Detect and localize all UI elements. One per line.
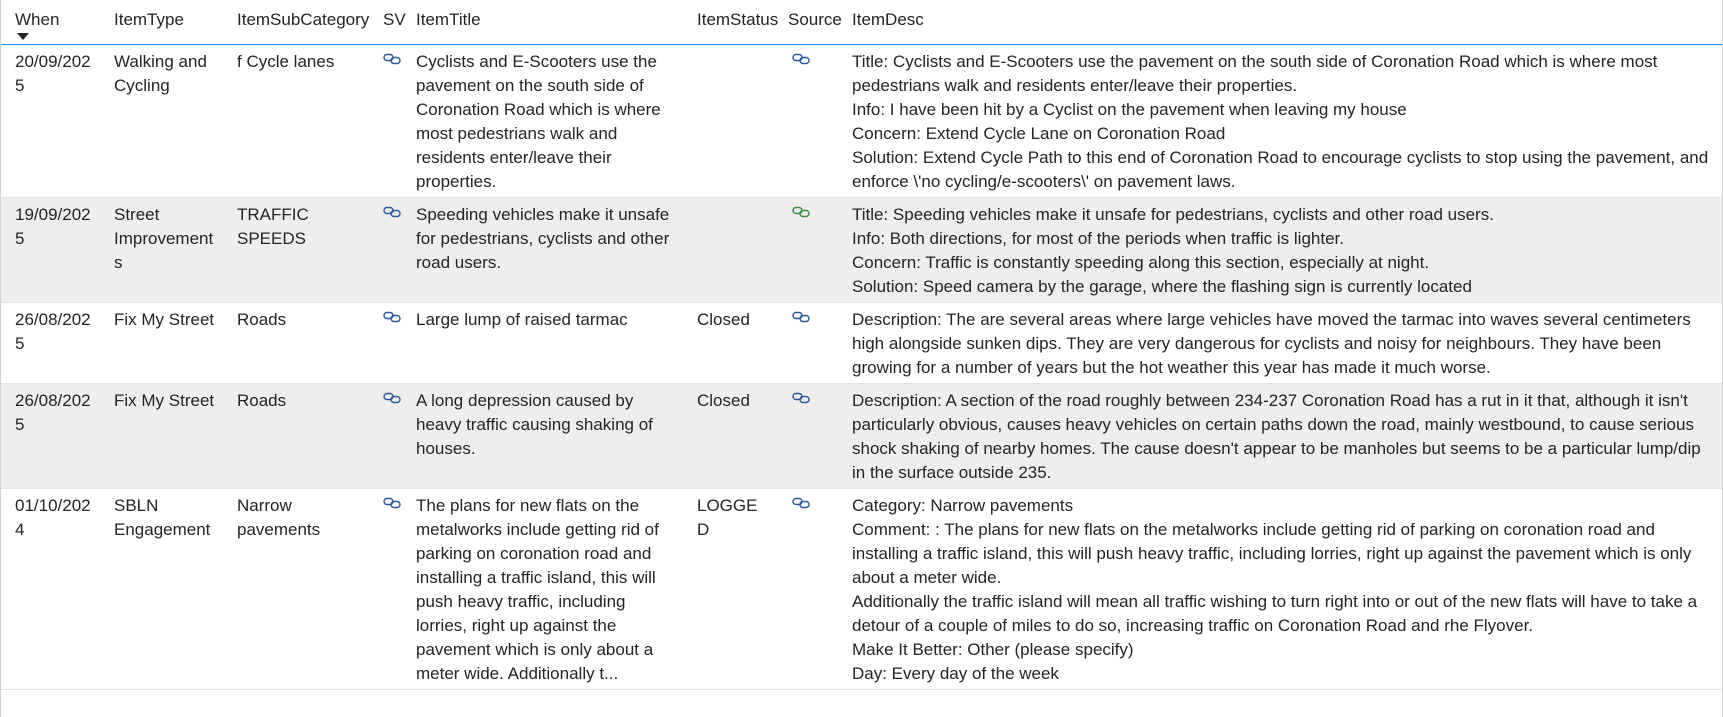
cell-source xyxy=(774,44,838,197)
cell-when: 01/10/2024 xyxy=(1,488,100,689)
cell-sv xyxy=(369,488,402,689)
column-header-when[interactable]: When xyxy=(1,0,100,44)
cell-itemdesc xyxy=(838,302,1723,383)
cell-when: 26/08/2025 xyxy=(1,383,100,488)
table-row[interactable] xyxy=(1,302,1723,383)
desc-line: Category: Narrow pavements xyxy=(852,495,1074,515)
desc-line: Concern: Extend Cycle Lane on Coronation Road xyxy=(852,123,1226,143)
cell-sv xyxy=(369,197,402,302)
cell-itemstatus xyxy=(683,44,774,197)
sv-link-icon[interactable] xyxy=(383,206,403,220)
source-link-icon[interactable] xyxy=(792,311,812,325)
cell-itemtype: Fix My Street xyxy=(100,383,223,488)
column-header-itemsubcategory[interactable]: ItemSubCategory xyxy=(223,0,369,44)
desc-line: Title: Speeding vehicles make it unsafe for pedestrians, cyclists and other road users. xyxy=(852,204,1494,224)
cell-itemsubcategory: Roads xyxy=(223,302,369,383)
cell-source xyxy=(774,383,838,488)
cell-when: 20/09/2025 xyxy=(1,44,100,197)
cell-itemdesc xyxy=(838,197,1723,302)
source-link-icon[interactable] xyxy=(792,206,812,220)
desc-line: Title: Cyclists and E-Scooters use the pavement on the south side of Coronation Road which is where most pedestrians walk and residents enter/leave their properties. xyxy=(852,51,1658,95)
sv-link-icon[interactable] xyxy=(383,53,403,67)
cell-sv xyxy=(369,383,402,488)
cell-source xyxy=(774,197,838,302)
cell-itemsubcategory: TRAFFIC SPEEDS xyxy=(223,197,369,302)
cell-itemtitle: Cyclists and E-Scooters use the pavement on the south side of Coronation Road which is where most pedestrians walk and residents enter/leave their properties. xyxy=(402,44,683,197)
desc-line: Info: I have been hit by a Cyclist on the pavement when leaving my house xyxy=(852,99,1407,119)
column-header-itemtitle[interactable]: ItemTitle xyxy=(402,0,683,44)
desc-line: Concern: Traffic is constantly speeding along this section, especially at night. xyxy=(852,252,1430,272)
sv-link-icon[interactable] xyxy=(383,392,403,406)
source-link-icon[interactable] xyxy=(792,497,812,511)
desc-line: Solution: Extend Cycle Path to this end of Coronation Road to encourage cyclists to stop using the pavement, and enforce \'no cycling/e-scooters\' on pavement laws. xyxy=(852,147,1709,191)
cell-itemstatus xyxy=(683,197,774,302)
cell-itemstatus: Closed xyxy=(683,302,774,383)
header-row xyxy=(1,0,1723,44)
sv-link-icon[interactable] xyxy=(383,497,403,511)
column-header-itemtype[interactable]: ItemType xyxy=(100,0,223,44)
desc-line: Description: The are several areas where large vehicles have moved the tarmac into waves several centimeters high alongside sunken dips. They are very dangerous for cyclists and noisy for neighbours. They have been growing for a number of years but the hot weather this year has made it much worse. xyxy=(852,309,1691,377)
cell-itemtitle: A long depression caused by heavy traffic causing shaking of houses. xyxy=(402,383,683,488)
sort-descending-icon[interactable] xyxy=(17,33,29,40)
items-table xyxy=(1,0,1723,690)
column-header-source[interactable]: Source xyxy=(774,0,838,44)
desc-line: Description: A section of the road roughly between 234-237 Coronation Road has a rut in it that, although it isn't particularly obvious, causes heavy vehicles on certain paths down the road, mainly westbound, to cause serious shock shaking of nearby homes. The cause doesn't appear to be manholes but seems to be a particular lump/dip in the surface outside 235. xyxy=(852,390,1701,482)
cell-itemtitle: Large lump of raised tarmac xyxy=(402,302,683,383)
desc-line: Make It Better: Other (please specify) xyxy=(852,639,1134,659)
desc-line: Info: Both directions, for most of the periods when traffic is lighter. xyxy=(852,228,1344,248)
table-row[interactable] xyxy=(1,383,1723,488)
cell-itemtype: SBLN Engagement xyxy=(100,488,223,689)
cell-itemsubcategory: Narrow pavements xyxy=(223,488,369,689)
desc-line: Solution: Speed camera by the garage, where the flashing sign is currently located xyxy=(852,276,1472,296)
cell-itemsubcategory: f Cycle lanes xyxy=(223,44,369,197)
desc-line: Comment: : The plans for new flats on the metalworks include getting rid of parking on coronation road and installing a traffic island, this will push heavy traffic, including lorries, right up against the pavement which is only about a meter wide. xyxy=(852,519,1692,587)
cell-itemtitle: The plans for new flats on the metalworks include getting rid of parking on coronation road and installing a traffic island, this will push heavy traffic, including lorries, right up against the pavement which is only about a meter wide. Additionally t... xyxy=(402,488,683,689)
table-body xyxy=(1,44,1723,689)
source-link-icon[interactable] xyxy=(792,53,812,67)
sv-link-icon[interactable] xyxy=(383,311,403,325)
cell-when: 19/09/2025 xyxy=(1,197,100,302)
source-link-icon[interactable] xyxy=(792,392,812,406)
column-header-itemdesc[interactable]: ItemDesc xyxy=(838,0,1723,44)
cell-sv xyxy=(369,44,402,197)
cell-source xyxy=(774,488,838,689)
cell-itemdesc xyxy=(838,488,1723,689)
cell-itemstatus: LOGGED xyxy=(683,488,774,689)
cell-itemdesc xyxy=(838,383,1723,488)
desc-line: Day: Every day of the week xyxy=(852,663,1059,683)
cell-itemtype: Fix My Street xyxy=(100,302,223,383)
cell-itemtitle: Speeding vehicles make it unsafe for pedestrians, cyclists and other road users. xyxy=(402,197,683,302)
column-header-itemstatus[interactable]: ItemStatus xyxy=(683,0,774,44)
table-row[interactable] xyxy=(1,488,1723,689)
cell-itemsubcategory: Roads xyxy=(223,383,369,488)
cell-when: 26/08/2025 xyxy=(1,302,100,383)
cell-itemtype: Street Improvements xyxy=(100,197,223,302)
desc-line: Additionally the traffic island will mean all traffic wishing to turn right into or out of the new flats will have to take a detour of a couple of miles to do so, increasing traffic on Coronation Road and rhe Flyover. xyxy=(852,591,1698,635)
cell-itemdesc xyxy=(838,44,1723,197)
table-row[interactable] xyxy=(1,197,1723,302)
cell-sv xyxy=(369,302,402,383)
table-row[interactable] xyxy=(1,44,1723,197)
cell-source xyxy=(774,302,838,383)
column-header-sv[interactable]: SV xyxy=(369,0,402,44)
cell-itemstatus: Closed xyxy=(683,383,774,488)
cell-itemtype: Walking and Cycling xyxy=(100,44,223,197)
